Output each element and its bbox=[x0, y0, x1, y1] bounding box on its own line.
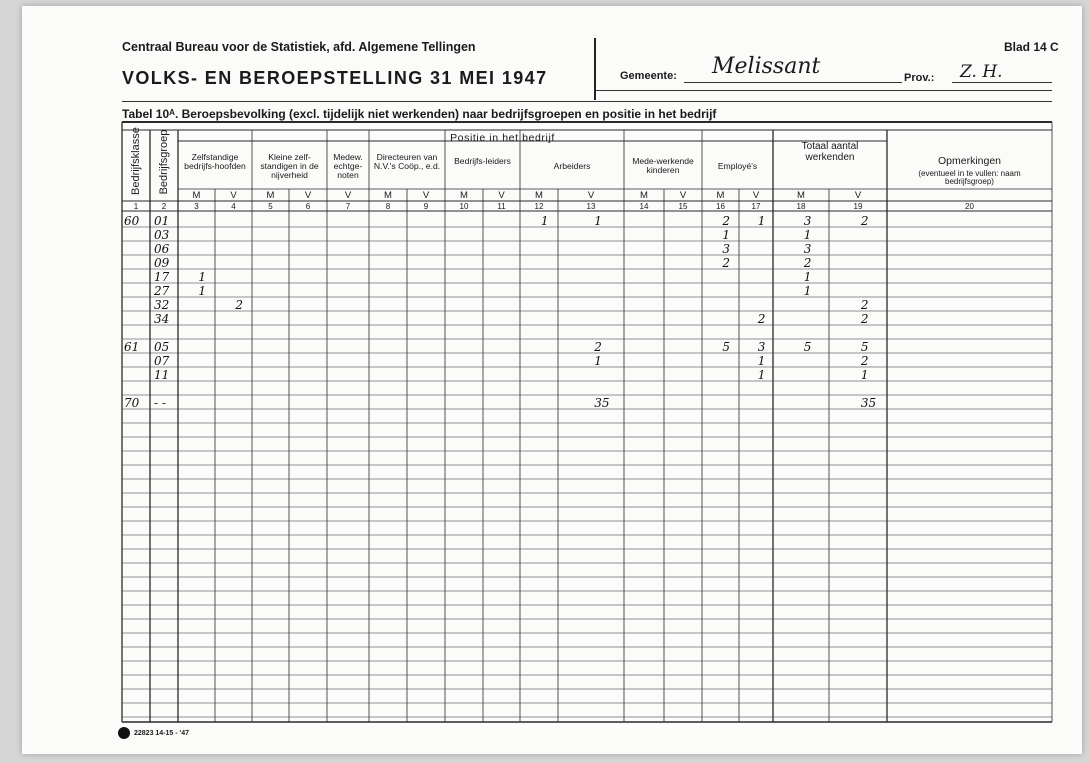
column-number: 4 bbox=[231, 202, 236, 211]
data-cell-col-18: 5 bbox=[803, 340, 812, 354]
form-title: VOLKS- EN BEROEPSTELLING 31 MEI 1947 bbox=[122, 68, 548, 88]
column-number: 19 bbox=[853, 202, 863, 211]
column-number: 16 bbox=[716, 202, 725, 211]
data-cell-col-17: 1 bbox=[757, 354, 766, 368]
data-cell-col-13: 2 bbox=[594, 340, 602, 354]
data-cell-col-19: 2 bbox=[860, 354, 869, 368]
bedrijfsgroep-cell: 17 bbox=[154, 270, 170, 284]
header-medew: Medew. echtge-noten bbox=[333, 151, 363, 180]
column-number: 11 bbox=[497, 202, 506, 211]
bedrijfsklasse-cell: 61 bbox=[124, 340, 140, 354]
bedrijfsgroep-cell: 11 bbox=[154, 368, 170, 382]
data-cell-col-13: 35 bbox=[594, 396, 610, 410]
mv-label: V bbox=[230, 190, 237, 201]
data-cell-col-19: 2 bbox=[860, 312, 869, 326]
data-cell-col-18: 1 bbox=[803, 270, 812, 284]
mv-label: V bbox=[304, 190, 312, 201]
column-number: 2 bbox=[161, 202, 167, 211]
mv-label: M bbox=[384, 190, 392, 201]
bedrijfsklasse-cell: 70 bbox=[124, 396, 140, 410]
mv-label: V bbox=[854, 190, 862, 201]
data-cell-col-19: 35 bbox=[860, 396, 877, 410]
data-cell-col-13: 1 bbox=[594, 354, 602, 368]
mv-label: M bbox=[266, 190, 275, 201]
bedrijfsgroep-cell: 06 bbox=[154, 242, 170, 256]
bedrijfsklasse-cell: 60 bbox=[124, 214, 140, 228]
mv-label: V bbox=[587, 190, 595, 201]
data-cell-col-12: 1 bbox=[540, 214, 549, 228]
column-number: 7 bbox=[345, 202, 351, 211]
mv-label: V bbox=[679, 190, 687, 201]
organization: Centraal Bureau voor de Statistiek, afd. Algemene Tellingen bbox=[122, 40, 476, 54]
bedrijfsgroep-cell: 09 bbox=[154, 256, 170, 270]
data-cell-col-16: 5 bbox=[722, 340, 730, 354]
bedrijfsgroep-cell: 01 bbox=[154, 214, 170, 228]
mv-label: M bbox=[460, 190, 468, 201]
mv-label: M bbox=[640, 190, 648, 201]
column-number: 3 bbox=[194, 202, 199, 211]
data-cell-col-17: 3 bbox=[757, 340, 766, 354]
column-number: 9 bbox=[423, 202, 429, 211]
bedrijfsgroep-cell: 03 bbox=[154, 228, 170, 242]
data-cell-col-17: 1 bbox=[757, 214, 766, 228]
mv-label: V bbox=[344, 190, 352, 201]
bedrijfsgroep-cell: 27 bbox=[154, 284, 170, 298]
header-opmerkingen-note: (eventueel in te vullen: naam bedrijfsgroep) bbox=[918, 169, 1021, 187]
header-bedrijfsleiders: Bedrijfs-leiders bbox=[454, 156, 511, 166]
header-kleine: Kleine zelf-standigen in de nijverheid bbox=[260, 151, 319, 180]
mv-label: M bbox=[797, 190, 805, 201]
data-cell-col-19: 1 bbox=[860, 368, 869, 382]
header-medewerkende: Mede-werkende kinderen bbox=[632, 156, 694, 176]
table-grid bbox=[22, 6, 1082, 754]
data-cell-col-16: 2 bbox=[722, 214, 730, 228]
column-number: 1 bbox=[133, 202, 139, 211]
bedrijfsgroep-cell: - - bbox=[154, 396, 166, 410]
data-cell-col-17: 1 bbox=[757, 368, 766, 382]
mv-label: M bbox=[716, 190, 725, 201]
gemeente-value: Melissant bbox=[712, 54, 821, 79]
mv-label: V bbox=[422, 190, 430, 201]
data-cell-col-4: 2 bbox=[235, 298, 243, 312]
column-number: 20 bbox=[965, 202, 974, 211]
cbs-logo-icon bbox=[118, 727, 130, 739]
data-cell-col-19: 2 bbox=[860, 298, 869, 312]
gemeente-label: Gemeente: bbox=[620, 70, 677, 82]
data-cell-col-17: 2 bbox=[757, 312, 766, 326]
column-number: 14 bbox=[639, 202, 649, 211]
data-cell-col-16: 1 bbox=[722, 228, 730, 242]
data-cell-col-16: 3 bbox=[722, 242, 730, 256]
prov-value: Z. H. bbox=[960, 62, 1003, 82]
footer-code: 22823 14-15 - '47 bbox=[134, 729, 189, 737]
header-totaal: Totaal aantal werkenden bbox=[801, 141, 859, 163]
bedrijfsgroep-cell: 32 bbox=[154, 298, 170, 312]
data-cell-col-19: 5 bbox=[860, 340, 869, 354]
column-number: 18 bbox=[796, 202, 806, 211]
column-number: 10 bbox=[459, 202, 469, 211]
header-arbeiders: Arbeiders bbox=[553, 160, 591, 171]
data-cell-col-3: 1 bbox=[198, 270, 206, 284]
data-cell-col-18: 3 bbox=[803, 214, 812, 228]
header-bedrijfsgroep: Bedrijfsgroep bbox=[158, 129, 170, 195]
column-number: 15 bbox=[678, 202, 688, 211]
bedrijfsgroep-cell: 07 bbox=[154, 354, 170, 368]
data-cell-col-19: 2 bbox=[860, 214, 869, 228]
blad-label: Blad bbox=[1004, 40, 1031, 54]
data-cell-col-3: 1 bbox=[198, 284, 206, 298]
data-cell-col-16: 2 bbox=[722, 256, 730, 270]
column-number: 17 bbox=[751, 202, 761, 211]
data-cell-col-18: 1 bbox=[803, 284, 812, 298]
bedrijfsgroep-cell: 34 bbox=[154, 312, 170, 326]
mv-label: V bbox=[498, 190, 505, 201]
data-cell-col-18: 1 bbox=[803, 228, 812, 242]
data-cell-col-18: 3 bbox=[803, 242, 812, 256]
column-number: 12 bbox=[534, 202, 544, 211]
column-number: 6 bbox=[305, 202, 311, 211]
mv-label: V bbox=[752, 190, 760, 201]
blad-value: 14 C bbox=[1033, 40, 1059, 54]
prov-label: Prov.: bbox=[904, 72, 935, 84]
column-number: 5 bbox=[268, 202, 273, 211]
data-cell-col-13: 1 bbox=[594, 214, 602, 228]
column-number: 13 bbox=[586, 202, 596, 211]
footer bbox=[118, 727, 189, 739]
header-bedrijfsklasse: Bedrijfsklasse bbox=[130, 127, 142, 195]
form-sheet bbox=[22, 6, 1082, 754]
column-number: 8 bbox=[385, 202, 391, 211]
header-positie: Positie in het bedrijf bbox=[450, 132, 555, 144]
table-title: Tabel 10ᴬ. Beroepsbevolking (excl. tijdelijk niet werkenden) naar bedrijfsgroepen en positie in het bedrijf bbox=[122, 107, 717, 121]
header-employes: Employé's bbox=[717, 160, 758, 171]
data-cell-col-18: 2 bbox=[803, 256, 812, 270]
header-directeuren: Directeuren van N.V.'s Coöp., e.d. bbox=[373, 151, 441, 171]
header-opmerkingen: Opmerkingen bbox=[937, 155, 1002, 167]
mv-label: M bbox=[535, 190, 543, 201]
header-zelfstandige: Zelfstandige bedrijfs-hoofden bbox=[184, 151, 246, 171]
bedrijfsgroep-cell: 05 bbox=[154, 340, 170, 354]
mv-label: M bbox=[192, 190, 201, 201]
